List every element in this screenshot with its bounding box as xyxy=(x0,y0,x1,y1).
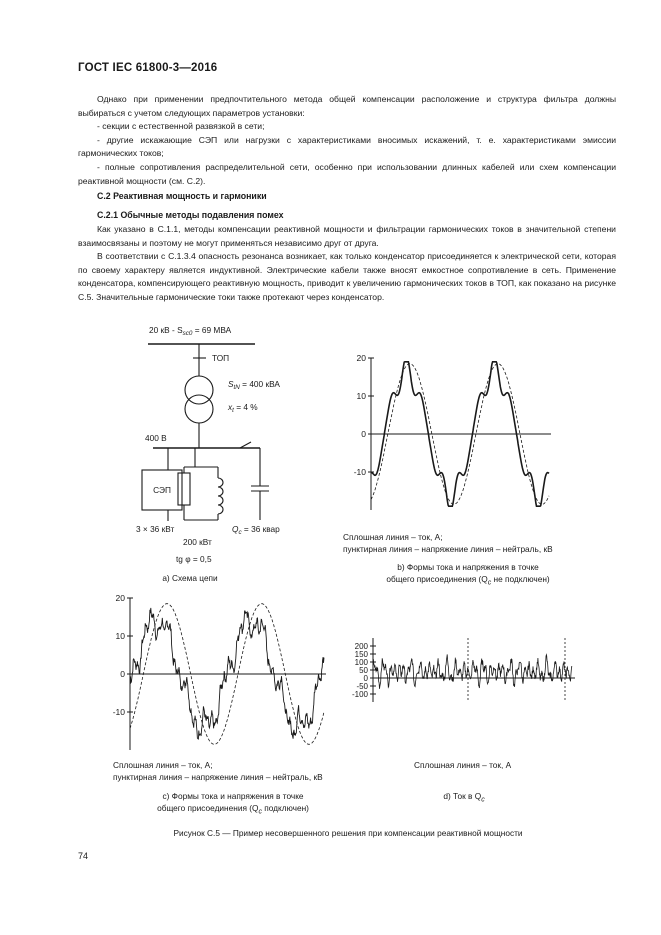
current-series-line xyxy=(373,654,572,688)
page-number: 74 xyxy=(78,851,89,861)
circuit-caption: а) Схема цепи xyxy=(162,573,218,583)
y-tick-label: 150 xyxy=(354,650,368,659)
caption-line: с) Формы тока и напряжения в точке xyxy=(162,791,304,801)
y-tick-label: 0 xyxy=(361,429,366,439)
y-tick-label: -10 xyxy=(353,467,366,477)
pcc-label: ТОП xyxy=(212,353,230,363)
section-paragraph: Как указано в С.1.1, методы компенсации реактивной мощности и фильтрации гармонических токов в значительной степени взаимосвязаны и поэтому не могут применяться независимо друг от друга. xyxy=(78,224,616,248)
y-tick-label: 20 xyxy=(115,593,125,603)
list-item: - другие искажающие СЭП или нагрузки с характеристиками вносимых искажений, т. е. характеристиками эмиссии гармонических токов; xyxy=(78,134,616,159)
chart-b-caption xyxy=(343,562,593,589)
list-item: - секции с естественной развязкой в сети; xyxy=(97,121,265,132)
transformer-primary-winding xyxy=(185,376,213,404)
load-power-label: 200 кВт xyxy=(183,537,212,547)
transformer-rating-label: $S_{tN} = 400$ кВА xyxy=(228,379,280,391)
bus-voltage-label: 400 В xyxy=(145,433,167,443)
y-tick-label: 100 xyxy=(354,658,368,667)
chart-d-caption: d) Ток в $Q_c$ xyxy=(443,791,485,804)
chart-d-legend xyxy=(414,760,511,772)
y-tick-label: 50 xyxy=(359,666,368,675)
source-label: 20 кВ - $S_{sc0} = 69$ МВА xyxy=(149,325,232,337)
y-tick-label: -100 xyxy=(351,690,368,699)
capacitor-label: $Q_c = 36$ квар xyxy=(232,524,280,536)
resistor-symbol xyxy=(178,473,190,505)
section-paragraph: В соответствии с С.1.3.4 опасность резонанса возникает, как только конденсатор присоединяется к электрической сети, которая по своему характеру является индуктивной. Электрические кабели также вносят емкостное сопротивление в сеть. Применение конденсатора, компенсирующего реактивную мощность, приводит к увеличению гармонических токов в ТОП, как показано на рисунке С.5. Значительные гармонические токи также протекают через конденсатор. xyxy=(78,251,616,302)
chart-c-legend xyxy=(113,760,323,783)
transformer-secondary-winding xyxy=(185,395,213,423)
chart-c-caption xyxy=(113,791,353,818)
legend-line: Сплошная линия – ток, А xyxy=(414,760,512,770)
list-item: - полные сопротивления распределительной сети, особенно при использовании длинных кабелей или схем компенсации реактивной мощности (см. С.2). xyxy=(78,161,616,186)
caption-line: общего присоединения ($Q_c$ не подключен) xyxy=(386,573,550,587)
y-tick-label: 0 xyxy=(120,669,125,679)
y-tick-label: 200 xyxy=(354,642,368,651)
caption-line: общего присоединения ($Q_c$ подключен) xyxy=(157,802,309,816)
intro-paragraph: Однако при применении предпочтительного метода общей компенсации расположение и структура фильтра должны выбираться с учетом следующих параметров установки: xyxy=(78,94,616,118)
caption-line: b) Формы тока и напряжения в точке xyxy=(397,562,539,572)
section-title: С.2 Реактивная мощность и гармоники xyxy=(97,191,267,201)
chart-b xyxy=(336,350,556,515)
inductor-symbol xyxy=(218,478,223,514)
drive-label: СЭП xyxy=(153,485,171,495)
chart-d xyxy=(340,632,580,712)
drive-power-label: 3 × 36 кВт xyxy=(136,524,175,534)
subsection-title: С.2.1 Обычные методы подавления помех xyxy=(97,210,284,220)
y-tick-label: -10 xyxy=(112,707,125,717)
intro-block xyxy=(78,93,616,188)
tg-phi-label: tg φ = 0,5 xyxy=(176,554,212,564)
circuit-diagram xyxy=(120,320,310,580)
section-body xyxy=(78,223,616,305)
y-tick-label: 10 xyxy=(356,391,366,401)
legend-line: пунктирная линия – напряжение линия – нейтраль, кВ xyxy=(113,771,323,782)
legend-line: пунктирная линия – напряжение линия – нейтраль, кВ xyxy=(343,543,553,554)
y-tick-label: 20 xyxy=(356,353,366,363)
legend-line: Сплошная линия – ток, А; xyxy=(343,532,443,542)
chart-c xyxy=(108,590,333,755)
legend-line: Сплошная линия – ток, А; xyxy=(113,760,213,770)
document-header: ГОСТ IEC 61800-3—2016 xyxy=(78,62,218,74)
y-tick-label: -50 xyxy=(356,682,368,691)
y-tick-label: 0 xyxy=(363,674,368,683)
capacitor-switch xyxy=(240,442,251,448)
chart-b-legend xyxy=(343,532,553,555)
transformer-reactance-label: $x_t = 4$ % xyxy=(228,402,258,414)
figure-caption: Рисунок С.5 — Пример несовершенного решения при компенсации реактивной мощности xyxy=(173,828,523,838)
y-tick-label: 10 xyxy=(115,631,125,641)
